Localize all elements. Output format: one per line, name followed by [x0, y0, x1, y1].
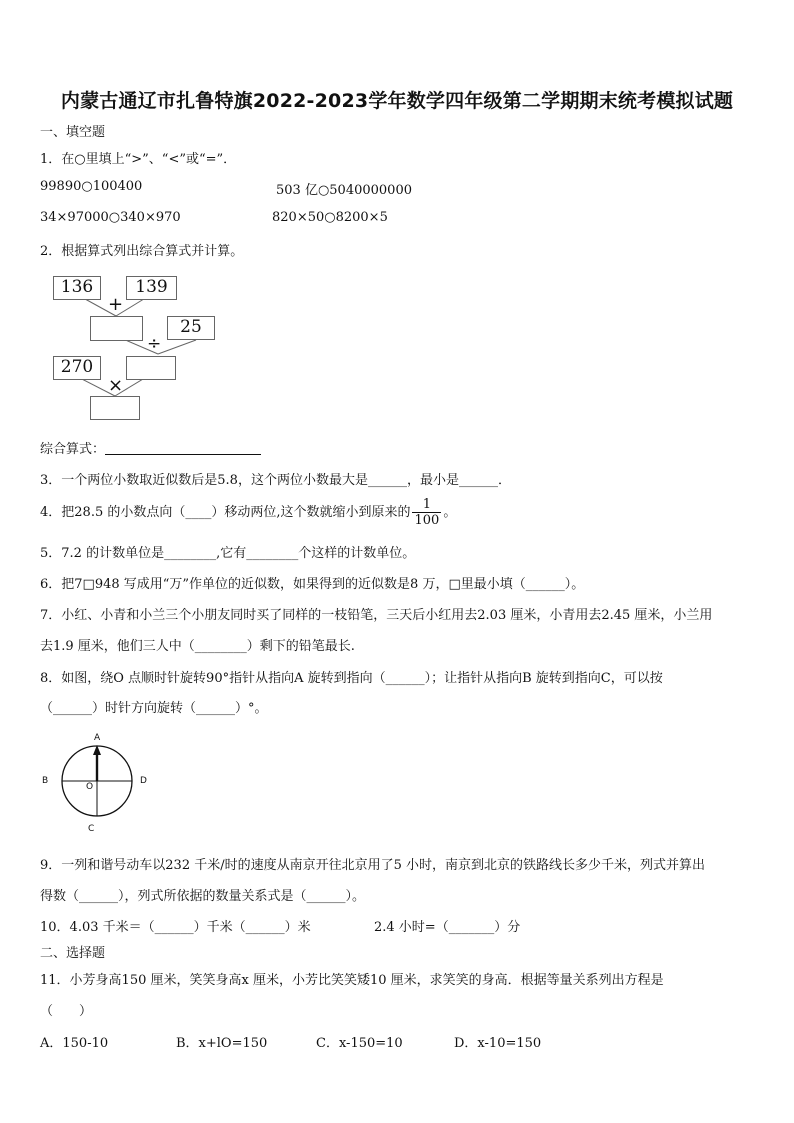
combined-formula-label: 综合算式：	[40, 442, 106, 457]
diagram-box-270: 270	[53, 356, 101, 380]
question-6: 6．把7□948 写成用“万”作单位的近似数，如果得到的近似数是8 万，□里最小填（______）。	[40, 577, 585, 592]
question-8-line-1: 8．如图，绕O 点顺时针旋转90°指针从指向A 旋转到指向（______）；让指针从指向B 旋转到指向C，可以按	[40, 671, 663, 686]
question-4-text: 4．把28.5 的小数点向（____）移动两位,这个数就缩小到原来的	[40, 505, 411, 520]
section-heading-fill-in: 一、填空题	[40, 125, 106, 140]
option-a[interactable]: A．150-10	[40, 1036, 109, 1051]
point-label-a: A	[94, 733, 101, 743]
question-4-row: 4．把28.5 的小数点向（____）移动两位,这个数就缩小到原来的 $\frac{1}{100}$ 。	[40, 497, 457, 528]
question-9-line-2: 得数（______），列式所依据的数量关系式是（______）。	[40, 889, 366, 904]
question-1-item-c: 34×97000○340×970	[40, 210, 181, 225]
multiply-operator: ×	[108, 375, 124, 396]
divide-operator: ÷	[147, 334, 162, 354]
diagram-answer-box-quotient	[126, 356, 176, 380]
question-7-line-1: 7．小红、小青和小兰三个小朋友同时买了同样的一枝铅笔，三天后小红用去2.03 厘米，小青用去2.45 厘米，小兰用	[40, 608, 713, 623]
fraction-one-hundredth: $\frac{1}{100}$	[414, 497, 440, 528]
diagram-box-136: 136	[53, 276, 101, 300]
section-heading-choice: 二、选择题	[40, 946, 106, 961]
option-b[interactable]: B．x+lO=150	[176, 1036, 268, 1051]
question-1-item-b: 503 亿○5040000000	[276, 183, 412, 198]
diagram-answer-box-product	[90, 396, 140, 420]
point-label-c: C	[88, 824, 95, 834]
question-9-line-1: 9．一列和谐号动车以232 千米/时的速度从南京开往北京用了5 小时，南京到北京的铁路线长多少千米，列式并算出	[40, 858, 706, 873]
question-1-item-d: 820×50○8200×5	[272, 210, 388, 225]
question-11-answer-paren: （ ）	[40, 1004, 93, 1019]
question-7-line-2: 去1.9 厘米，他们三人中（________）剩下的铅笔最长.	[40, 639, 355, 654]
question-11-line-1: 11．小芳身高150 厘米，笑笑身高x 厘米，小芳比笑笑矮10 厘米，求笑笑的身高．根据等量关系列出方程是	[40, 973, 664, 988]
question-1-item-a: 99890○100400	[40, 179, 143, 194]
point-label-o: O	[86, 782, 94, 792]
combined-formula-row	[40, 438, 261, 457]
point-label-d: D	[140, 776, 147, 786]
question-10-part-a: 10．4.03 千米＝（______）千米（______）米	[40, 920, 311, 935]
question-3: 3．一个两位小数取近似数后是5.8，这个两位小数最大是______，最小是______．	[40, 473, 511, 488]
question-5: 5．7.2 的计数单位是________,它有________个这样的计数单位。	[40, 546, 416, 561]
question-8-line-2: （______）时针方向旋转（______）°。	[40, 701, 268, 716]
point-label-b: B	[42, 776, 49, 786]
question-1-stem: 1．在○里填上“>”、“<”或“=”．	[40, 152, 237, 167]
plus-operator: +	[108, 294, 124, 315]
combined-formula-blank[interactable]	[105, 442, 261, 455]
diagram-box-25: 25	[167, 316, 215, 340]
option-c[interactable]: C．x-150=10	[316, 1036, 403, 1051]
diagram-answer-box-sum	[90, 316, 143, 341]
page-title: 内蒙古通辽市扎鲁特旗2022-2023学年数学四年级第二学期期末统考模拟试题	[60, 90, 734, 112]
question-2-stem: 2．根据算式列出综合算式并计算。	[40, 244, 244, 259]
diagram-box-139: 139	[126, 276, 177, 300]
option-d[interactable]: D．x-10=150	[454, 1036, 542, 1051]
question-10-part-b: 2.4 小时=（_______）分	[374, 920, 521, 935]
